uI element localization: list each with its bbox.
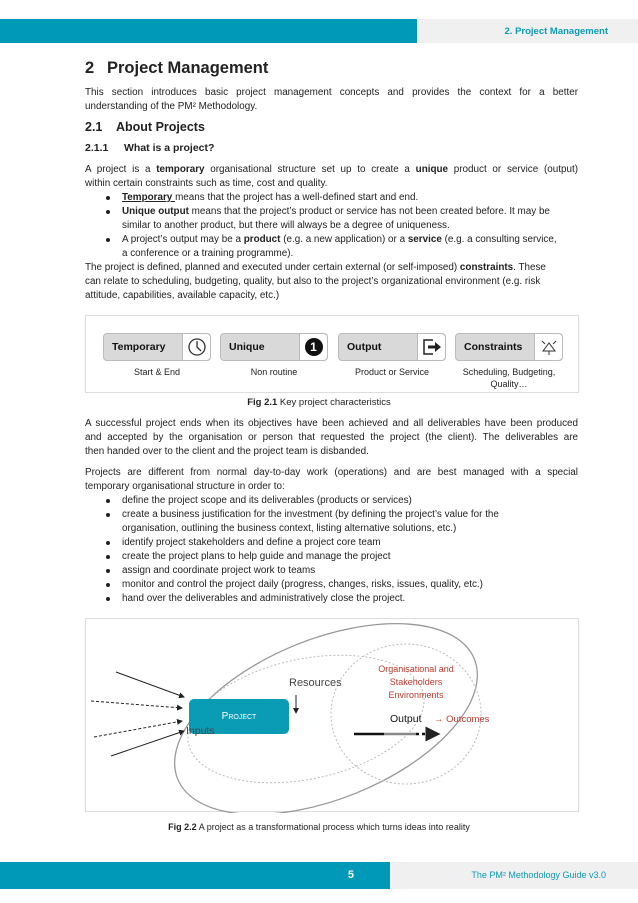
intro-line: understanding of the PM² Methodology. (85, 101, 258, 112)
figure-caption: Fig 2.1 Key project characteristics (247, 397, 391, 408)
list-item-cont: similar to another product, but there will always be a degree of uniqueness. (122, 220, 450, 231)
list-item: hand over the deliverables and administratively close the project. (122, 592, 405, 606)
card-subtitle: Start & End (133, 367, 181, 377)
output-label: Output (390, 713, 422, 725)
figure-key-characteristics (85, 315, 579, 393)
card-output: Output (338, 333, 446, 361)
paragraph-line: Projects are different from normal day-to-day work (operations) and are best managed with a special (85, 467, 578, 478)
card-subtitle: Non routine (250, 367, 298, 377)
card-subtitle: Scheduling, Budgeting, Quality… (462, 367, 556, 389)
intro-line: This section introduces basic project management concepts and provides the context for a better (85, 87, 578, 98)
page-number: 5 (347, 869, 354, 881)
paragraph-line: A successful project ends when its objectives have been achieved and all deliverables have been produced (85, 418, 578, 429)
card-unique: Unique 1 (220, 333, 328, 361)
list-item-cont: organisation, outlining the business context, listing alternative solutions, etc.) (122, 523, 457, 534)
number-one-icon: 1 (299, 334, 327, 360)
list-item: monitor and control the project daily (progress, changes, risks, issues, quality, etc.) (122, 578, 483, 592)
card-constraints: Constraints (455, 333, 563, 361)
paragraph-line: A project is a temporary organisational structure set up to create a unique product or service (output) (85, 164, 578, 175)
list-item: create a business justification for the investment (by defining the project’s value for the (122, 508, 499, 522)
environment-label: Organisational and Stakeholders Environments (378, 664, 454, 700)
paragraph-line: then handed over to the client and the project team is disbanded. (85, 446, 369, 457)
header-section-tab (417, 19, 638, 43)
list-item-cont: a conference or a training programme). (122, 248, 294, 259)
header-section-title: 2. Project Management (504, 26, 608, 37)
list-item: Temporary means that the project has a well-defined start and end. (122, 191, 418, 205)
card-temporary: Temporary (103, 333, 211, 361)
paragraph-line: temporary organisational structure in order to: (85, 481, 285, 492)
subsubsection-heading: 2.1.1 What is a project? (85, 142, 215, 154)
list-item: assign and coordinate project work to teams (122, 564, 315, 578)
paragraph-line: The project is defined, planned and executed under certain external (or self-imposed) constraints. These (85, 262, 546, 273)
figure-transformational-process (85, 618, 579, 812)
paragraph-line: can relate to scheduling, budgeting, quality, but also to the project’s organizational environment (e.g. risk (85, 276, 541, 287)
figure-caption: Fig 2.2 A project as a transformational process which turns ideas into reality (168, 822, 470, 832)
card-subtitle: Product or Service (354, 367, 430, 377)
guide-title: The PM² Methodology Guide v3.0 (471, 870, 606, 880)
list-item: Unique output means that the project’s product or service has not been created before. It may be (122, 205, 550, 219)
header-bar (0, 19, 417, 43)
list-item: A project’s output may be a product (e.g. a new application) or a service (e.g. a consulting service, (122, 233, 557, 247)
constraints-icon (534, 334, 562, 360)
clock-icon (182, 334, 210, 360)
section-heading: 2 Project Management (85, 59, 269, 77)
resources-label: Resources (289, 677, 342, 689)
exit-arrow-icon (417, 334, 445, 360)
list-item: create the project plans to help guide and manage the project (122, 550, 390, 564)
paragraph-line: and accepted by the organisation or person that requested the project (the client). The deliverables are (85, 432, 578, 443)
list-item: define the project scope and its deliverables (products or services) (122, 494, 412, 508)
footer-guide-tab (390, 862, 638, 889)
paragraph-line: within certain constraints such as time, cost and quality. (85, 178, 328, 189)
list-item: identify project stakeholders and define a project core team (122, 536, 381, 550)
process-diagram (86, 619, 580, 813)
footer-bar (0, 862, 390, 889)
inputs-label: Inputs (186, 725, 215, 737)
outcomes-label: → Outcomes (434, 714, 490, 725)
subsection-heading: 2.1 About Projects (85, 120, 205, 134)
paragraph-line: attitude, capabilities, available capacity, etc.) (85, 290, 280, 301)
project-box: Project (189, 699, 289, 734)
